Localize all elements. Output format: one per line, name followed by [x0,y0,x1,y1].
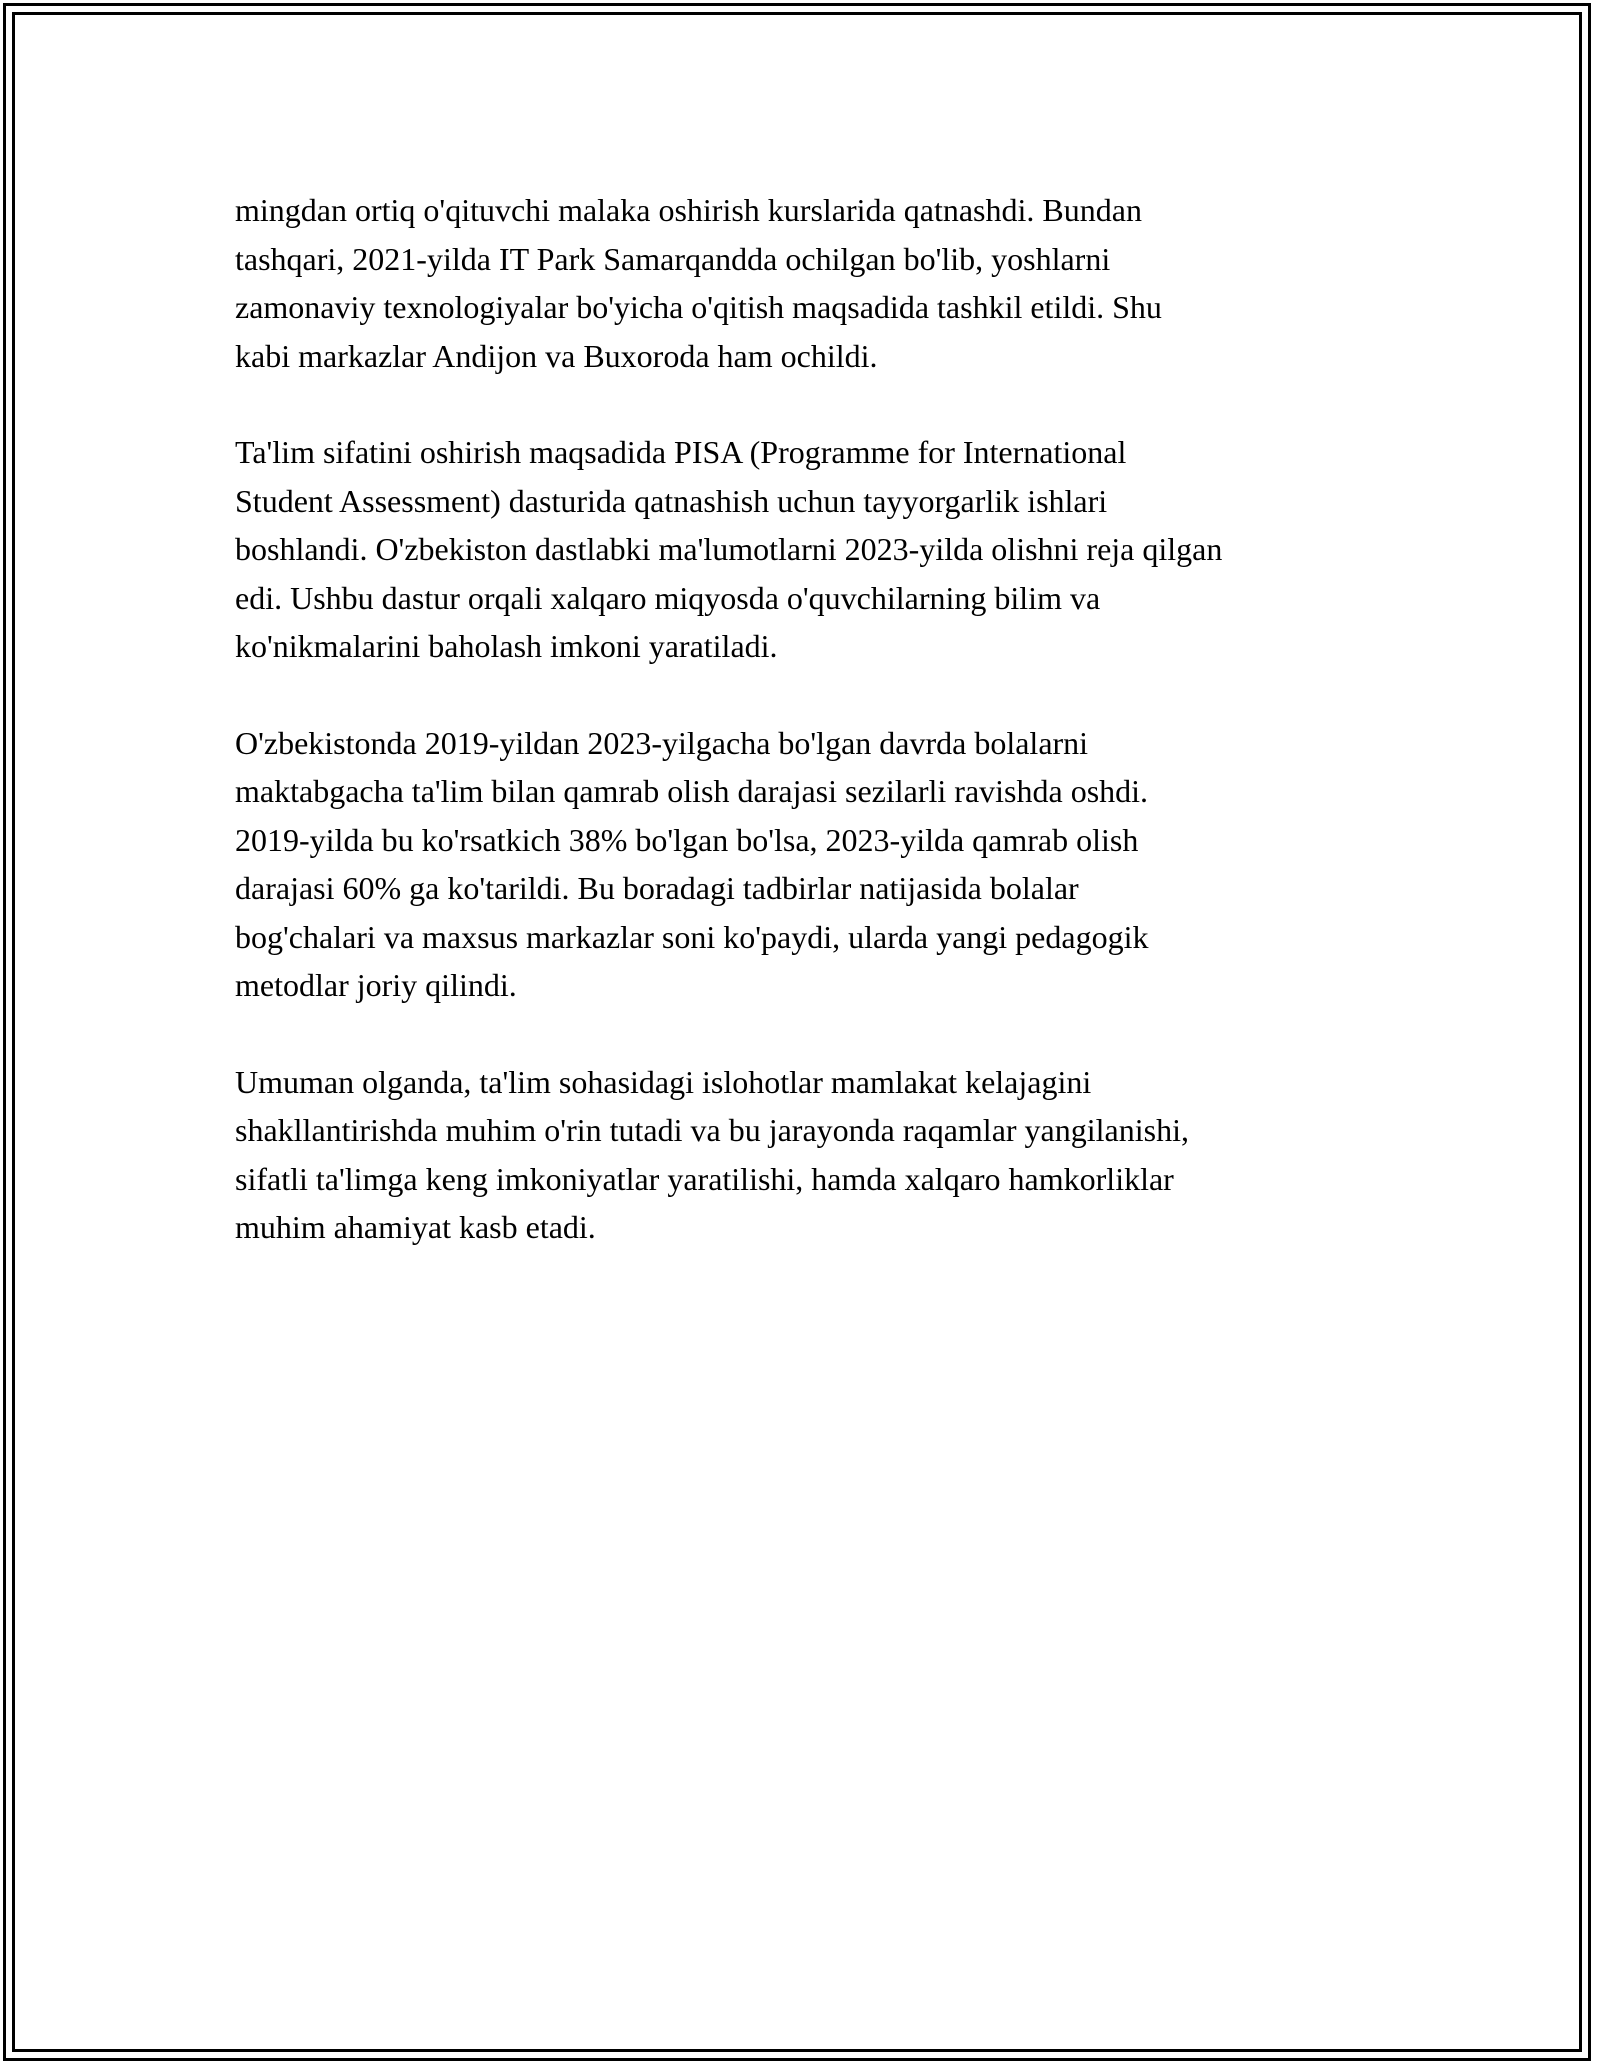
text-line: sifatli ta'limga keng imkoniyatlar yaratilishi, hamda xalqaro hamkorliklar [235,1160,1174,1197]
text-line: shakllantirishda muhim o'rin tutadi va bu jarayonda raqamlar yangilanishi, [235,1112,1189,1148]
text-line: Ta'lim sifatini oshirish maqsadida PISA (Programme for International [235,434,1127,470]
text-line: edi. Ushbu dastur orqali xalqaro miqyosda o'quvchilarning bilim va [235,579,1101,616]
text-line: metodlar joriy qilindi. [235,967,517,1003]
text-line: tashqari, 2021-yilda IT Park Samarqandda ochilgan bo'lib, yoshlarni [235,240,1111,277]
text-line: boshlandi. O'zbekiston dastlabki ma'lumotlarni 2023-yilda olishni reja qilgan [235,531,1223,567]
text-line: kabi markazlar Andijon va Buxoroda ham ochildi. [235,337,878,374]
text-line: Umuman olganda, ta'lim sohasidagi islohotlar mamlakat kelajagini [235,1063,1092,1100]
paragraph-3 [235,719,1375,1010]
paragraph-2 [235,428,1375,671]
text-line: muhim ahamiyat kasb etadi. [235,1209,596,1245]
document-body [235,186,1375,1300]
text-line: O'zbekistonda 2019-yildan 2023-yilgacha bo'lgan davrda bolalarni [235,724,1089,761]
paragraph-4 [235,1058,1375,1252]
text-line: ko'nikmalarini baholash imkoni yaratiladi. [235,628,778,664]
paragraph-1 [235,186,1375,380]
text-line: mingdan ortiq o'qituvchi malaka oshirish kurslarida qatnashdi. Bundan [235,192,1142,228]
text-line: zamonaviy texnologiyalar bo'yicha o'qitish maqsadida tashkil etildi. Shu [235,289,1162,325]
text-line: bog'chalari va maxsus markazlar soni ko'paydi, ularda yangi pedagogik [235,918,1149,955]
text-line: 2019-yilda bu ko'rsatkich 38% bo'lgan bo'lsa, 2023-yilda qamrab olish [235,821,1139,858]
text-line: Student Assessment) dasturida qatnashish uchun tayyorgarlik ishlari [235,482,1108,519]
text-line: darajasi 60% ga ko'tarildi. Bu boradagi tadbirlar natijasida bolalar [235,870,1079,906]
text-line: maktabgacha ta'lim bilan qamrab olish darajasi sezilarli ravishda oshdi. [235,773,1149,809]
